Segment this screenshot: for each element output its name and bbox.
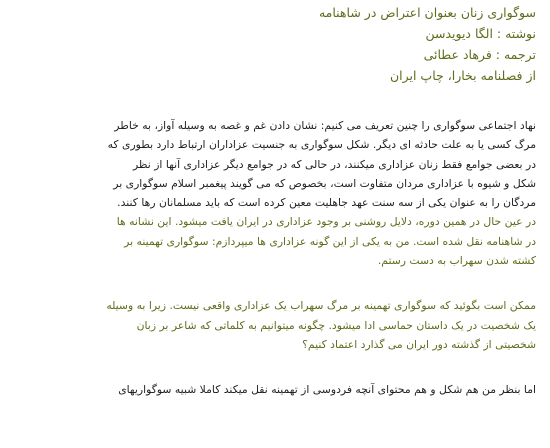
paragraph-line: اما بنظر من هم شکل و هم محتوای آنچه فردوسی از تهمینه نقل میکند کاملا شبیه سوگواریهای [118,383,536,397]
paragraph-line: در بعضی جوامع فقط زنان عزاداری میکنند، در حالی که در جوامع دیگر عزاداری آنها از نظر [132,157,536,171]
author-line: نوشته : الگا دیویدسن [425,26,536,41]
paragraph-line: کشته شدن سهراب به دست رستم. [377,254,536,268]
article-header [8,2,536,86]
translator-line: ترجمه : فرهاد عطائی [423,47,536,62]
paragraph-line: یک شخصیت در یک داستان حماسی ادا میشود. چگونه میتوانیم به کلماتی که شاعر بر زبان [136,318,536,332]
paragraph-1 [8,116,536,270]
source-line: از فصلنامه بخارا، چاپ ایران [389,68,536,83]
paragraph-line: نهاد اجتماعی سوگواری را چنین تعریف می کنیم: نشان دادن غم و غصه به وسیله آواز، به خاطر [114,119,536,132]
paragraph-line: شخصیتی از گذشته دور ایران می گذارد اعتماد کنیم؟ [302,337,536,351]
paragraph-line: ممکن است بگوئید که سوگواری تهمینه بر مرگ سهراب یک عزاداری واقعی نیست. زیرا به وسیله [106,299,536,313]
paragraph-line: مرگ کسی یا به علت حادثه ای دیگر. شکل سوگواری به جنسیت عزاداران ارتباط دارد بطوری که [107,138,536,152]
paragraph-line: در شاهنامه نقل شده است. من به یکی از این گونه عزاداری ها میپردازم: سوگواری تهمینه بر [124,234,536,248]
paragraph-line: شکل و شیوه با عزاداری مردان متفاوت است، بخصوص که می گویند پیغمبر اسلام سوگواری بر [113,176,536,190]
paragraph-2 [8,296,536,354]
paragraph-3 [8,380,536,399]
paragraph-line: در عین حال در همین دوره، دلایل روشنی بر وجود عزاداری در ایران یافت میشود. این نشانه ها [116,215,536,229]
paragraph-line: مردگان را به عنوان یکی از سه سنت عهد جاهلیت معین کرده است که باید مسلمانان رها کنند. [117,196,536,210]
article-title: سوگواری زنان بعنوان اعتراض در شاهنامه [318,5,536,20]
